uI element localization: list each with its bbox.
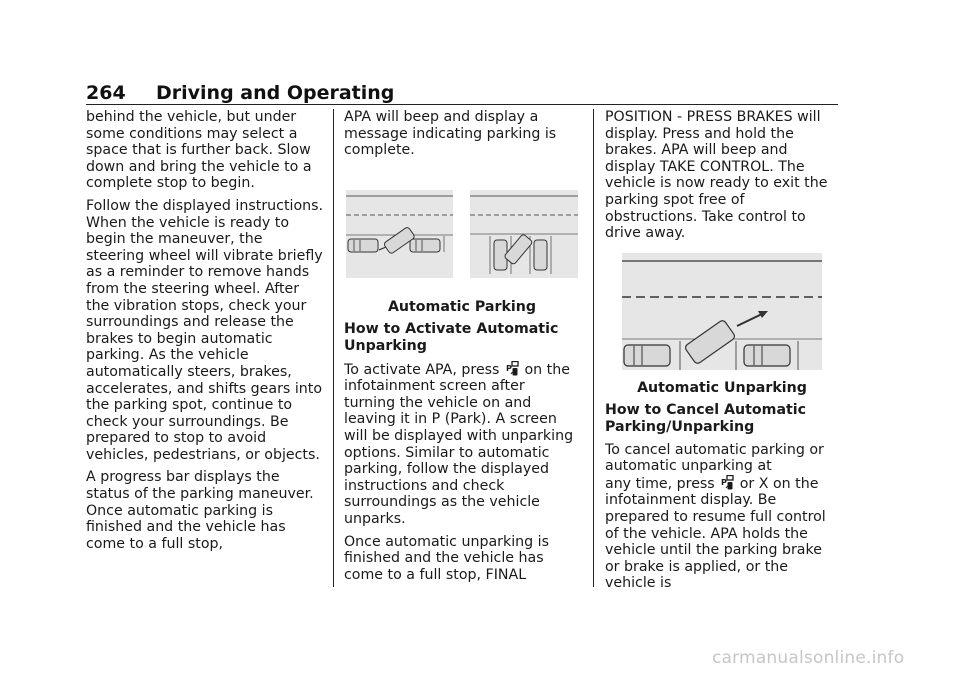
column-divider-2 [593,109,594,587]
section-title: Driving and Operating [156,82,395,104]
svg-text:P: P [721,477,728,487]
figure-caption-automatic-parking: Automatic Parking [387,298,537,315]
heading-activate-unparking: How to Activate Automatic Unparking [344,321,559,354]
paragraph: APA will beep and display a message indicating parking is complete. [344,109,557,159]
figure-automatic-unparking [622,253,822,370]
paragraph: POSITION - PRESS BRAKES will display. Press and hold the brakes. APA will beep and display TAKE CONTROL. The vehicle is now ready to exit the parking spot free of obstructions. Take control to drive away. [605,109,828,242]
header-divider [86,104,838,105]
automatic-unparking-illustration [622,253,822,370]
heading-cancel-parking: How to Cancel Automatic Parking/Unparking [605,402,807,435]
paragraph: To activate APA, press P on the infotainment screen after turning the vehicle on and leaving it in P (Park). A screen will be displayed with unparking options. Similar to automatic parking, follow the displayed instructions and check surroundings as the vehicle unparks. [344,361,574,527]
park-assist-icon [505,361,519,376]
figure-automatic-parking [346,190,578,285]
figure-caption-automatic-unparking: Automatic Unparking [637,379,807,396]
page-header [86,82,838,106]
paragraph: To cancel automatic parking or automatic unparking at any time, press P or X on the infotainment display. Be prepared to resume full control of the vehicle. APA holds the vehicle until the parking brake or brake is applied, or the vehicle is [605,441,826,592]
column-1 [86,109,324,558]
svg-text:P: P [505,363,512,373]
page-number: 264 [86,82,126,104]
column-2 [344,109,580,589]
automatic-parking-illustration [346,190,578,285]
paragraph: behind the vehicle, but under some conditions may select a space that is further back. Slow down and bring the vehicle to a complete stop to begin. [86,109,312,192]
watermark: carmanualsonline.info [712,648,905,668]
paragraph: Follow the displayed instructions. When the vehicle is ready to begin the maneuver, the steering wheel will vibrate briefly as a reminder to remove hands from the steering wheel. After the vibration stops, check your surroundings and release the brakes to begin automatic parking. As the vehicle automatically steers, brakes, accelerates, and shifts gears into the parking spot, continue to check your surroundings. Be prepared to stop to avoid vehicles, pedestrians, or objects. [86,197,324,463]
column-divider-1 [333,109,334,587]
park-assist-icon [720,475,734,490]
paragraph: Once automatic unparking is finished and the vehicle has come to a full stop, FINAL [344,533,549,583]
paragraph: A progress bar displays the status of the parking maneuver. Once automatic parking is finished and the vehicle has come to a full stop, [86,469,314,552]
